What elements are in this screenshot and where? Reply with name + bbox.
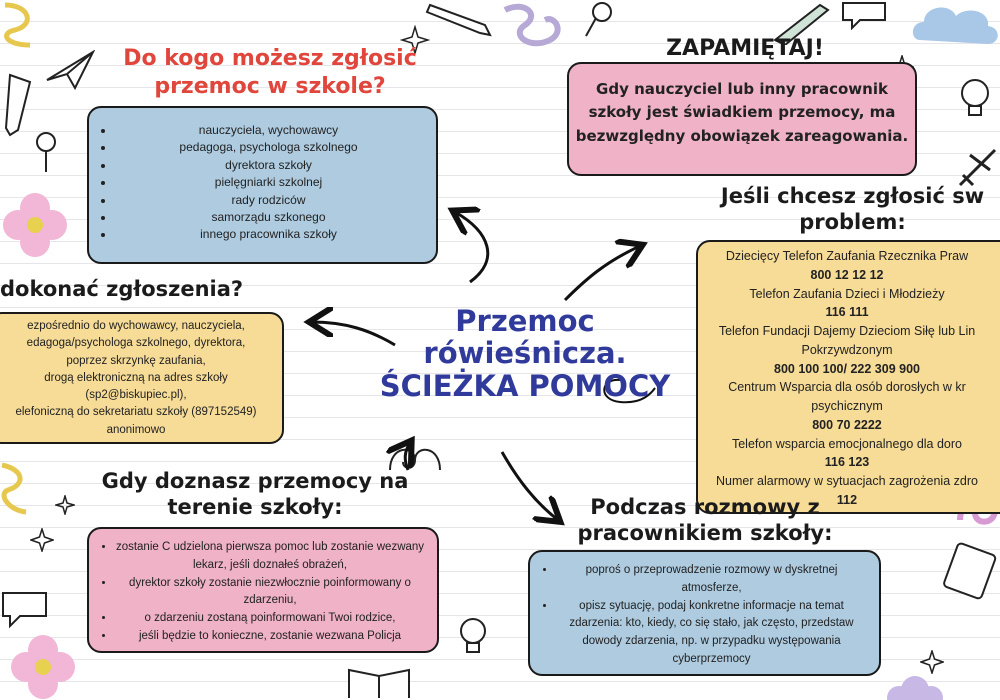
- how-line: poprzez skrzynkę zaufania,: [66, 354, 206, 367]
- phone-number: 800 12 12 12: [810, 267, 884, 282]
- phone-number: 800 100 100/ 222 309 900: [774, 361, 920, 376]
- swirl-icon: [500, 0, 570, 55]
- how-line: (sp2@biskupiec.pl),: [85, 389, 187, 401]
- phones-lines: [706, 247, 988, 510]
- experience-title-line2: terenie szkoły:: [167, 495, 343, 520]
- who-box: [87, 106, 438, 264]
- list-item: • o zdarzeniu zostaną poinformowani Twoi rodzice,: [115, 610, 425, 628]
- phone-line-label: psychicznym: [811, 399, 883, 413]
- push-pin-icon: [580, 0, 620, 40]
- experience-title-line1: Gdy doznasz przemocy na: [101, 469, 409, 493]
- pencil-icon: [425, 0, 495, 40]
- swirl-icon: [0, 0, 40, 50]
- list-item: • dyrektor szkoły zostanie niezwłocznie poinformowany o zdarzeniu,: [115, 575, 425, 611]
- flower-icon: [8, 632, 78, 700]
- list-item: • zostanie C udzielona pierwsza pomoc lub zostanie wezwany lekarz, jeśli doznałeś obrażeń,: [115, 539, 425, 575]
- remember-box: [567, 62, 917, 176]
- phones-title: [705, 183, 1000, 236]
- cloud-icon: [910, 0, 1000, 50]
- who-title: [70, 45, 470, 100]
- flower-icon: [0, 190, 70, 260]
- phones-title-line2: problem:: [799, 210, 906, 235]
- remember-line3: bezwzględny obowiązek zareagowania.: [575, 126, 909, 145]
- how-line: drogą elektroniczną na adres szkoły: [44, 371, 228, 384]
- center-title: [350, 305, 700, 402]
- phone-line-label: Telefon wsparcia emocjonalnego dla doro: [731, 436, 962, 451]
- phone-number: 800 70 2222: [812, 417, 882, 432]
- book-icon: [345, 662, 415, 700]
- center-line2: rówieśnicza.: [423, 336, 627, 371]
- how-line: edagoga/psychologa szkolnego, dyrektora,: [26, 337, 246, 350]
- who-title-line2: przemoc w szkole?: [154, 73, 386, 99]
- phone-line-label: Centrum Wsparcia dla osób dorosłych w kr: [728, 380, 966, 395]
- conversation-list: [530, 562, 867, 669]
- phone-number: 116 123: [824, 455, 870, 470]
- how-line: anonimowo: [106, 423, 166, 436]
- how-title: dokonać zgłoszenia?: [0, 277, 244, 301]
- phone-number: 112: [836, 492, 858, 507]
- phone-number: 116 111: [825, 305, 869, 320]
- phone-line-label: Telefon Zaufania Dzieci i Młodzieży: [749, 286, 945, 301]
- conversation-title: [545, 494, 865, 547]
- arrow-to-who: [455, 212, 488, 282]
- center-line3: ŚCIEŻKA POMOCY: [379, 368, 671, 403]
- how-line: ezpośrednio do wychowawcy, nauczyciela,: [27, 320, 245, 332]
- list-item: • pedagoga, psychologa szkolnego: [115, 139, 422, 156]
- who-title-line1: Do kogo możesz zgłosić: [123, 46, 417, 71]
- list-item: • pielęgniarki szkolnej: [115, 174, 422, 191]
- list-item: • samorządu szkonego: [115, 209, 422, 226]
- notebook-icon: [940, 540, 1000, 600]
- speech-bubble-icon: [840, 0, 890, 30]
- list-item: • jeśli będzie to konieczne, zostanie wezwana Policja: [115, 628, 425, 646]
- swirl-icon: [0, 460, 30, 520]
- phones-box: [696, 240, 1000, 514]
- light-bulb-icon: [955, 75, 995, 125]
- list-item: • opisz sytuację, podaj konkretne informacje na temat zdarzenia: kto, kiedy, co się stało, jak często, przedstaw dowody zdarzenia, np. w przypadku występowania cyberprzemocy: [556, 598, 867, 669]
- list-item: • rady rodziców: [115, 192, 422, 209]
- conversation-box: [528, 550, 881, 676]
- flower-icon: [885, 668, 945, 700]
- phones-title-line1: Jeśli chcesz zgłosić sw: [720, 184, 985, 208]
- list-item: • innego pracownika szkoły: [115, 226, 422, 243]
- experience-box: [87, 527, 439, 653]
- remember-title: ZAPAMIĘTAJ!: [666, 36, 824, 61]
- light-bulb-icon: [455, 615, 491, 663]
- phone-line-label: Telefon Fundacji Dajemy Dzieciom Siłę lub Lin: [718, 324, 976, 338]
- star-icon: [30, 528, 54, 552]
- list-item: • dyrektora szkoły: [115, 157, 422, 174]
- experience-title: [70, 468, 440, 521]
- who-list: [89, 122, 422, 244]
- phone-line-label: Pokrzywdzonym: [801, 342, 893, 357]
- conversation-title-line2: pracownikiem szkoły:: [577, 521, 833, 546]
- how-lines: [0, 318, 272, 439]
- phone-line-label: Numer alarmowy w sytuacjach zagrożenia zdro: [716, 474, 978, 488]
- conversation-title-line1: Podczas rozmowy z: [590, 495, 820, 519]
- list-item: • poproś o przeprowadzenie rozmowy w dyskretnej atmosferze,: [556, 562, 867, 598]
- phone-line-label: Dziecięcy Telefon Zaufania Rzecznika Praw: [725, 249, 969, 263]
- remember-line1: Gdy nauczyciel lub inny pracownik: [596, 80, 888, 98]
- how-box: [0, 312, 284, 444]
- remember-line2: szkoły jest świadkiem przemocy, ma: [588, 103, 896, 122]
- push-pin-icon: [28, 130, 64, 174]
- speech-bubble-icon: [0, 590, 50, 630]
- how-line: elefoniczną do sekretariatu szkoły (897152549): [15, 406, 257, 419]
- center-line1: Przemoc: [455, 304, 595, 338]
- experience-list: [89, 539, 425, 646]
- list-item: • nauczyciela, wychowawcy: [115, 122, 422, 139]
- arrow-to-phones: [565, 246, 640, 300]
